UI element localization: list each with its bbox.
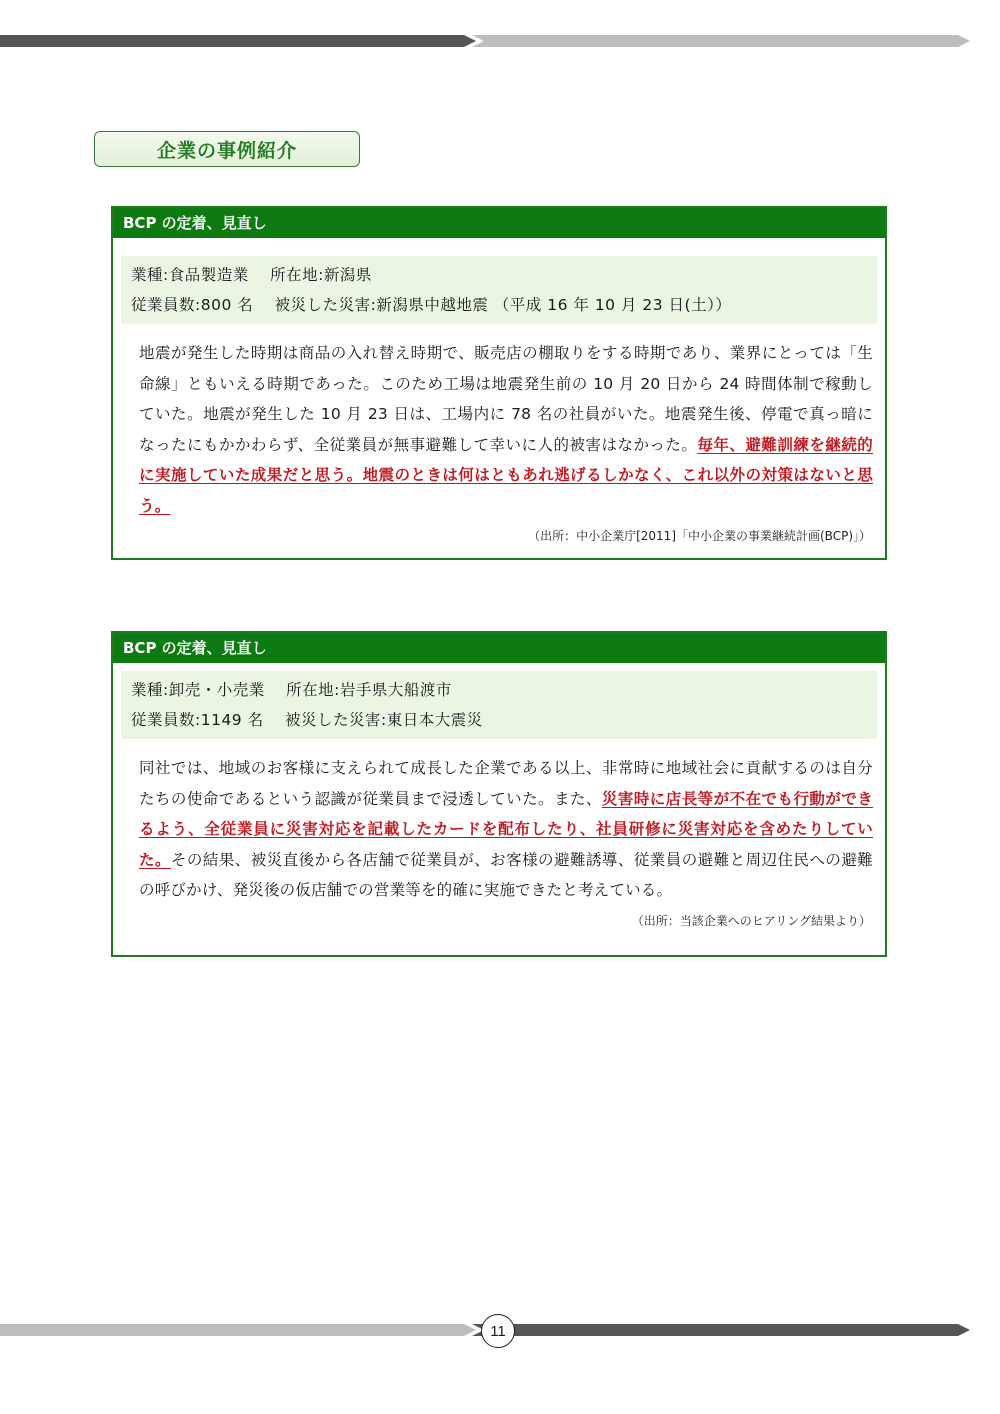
info-industry-location: 業種:卸売・小売業 所在地:岩手県大船渡市 bbox=[131, 681, 452, 699]
case-company-info bbox=[121, 256, 877, 324]
case-study-box-2 bbox=[111, 631, 887, 957]
section-heading: 企業の事例紹介 bbox=[94, 131, 360, 167]
info-employees-disaster: 従業員数:1149 名 被災した災害:東日本大震災 bbox=[131, 711, 483, 729]
case-body-text bbox=[139, 338, 873, 521]
case-body-text bbox=[139, 753, 873, 906]
info-industry-location: 業種:食品製造業 所在地:新潟県 bbox=[131, 266, 372, 284]
info-employees-disaster: 従業員数:800 名 被災した災害:新潟県中越地震 （平成 16 年 10 月 23 日(土）） bbox=[131, 296, 732, 314]
source-citation: （出所：当該企業へのヒアリング結果より） bbox=[631, 913, 871, 928]
emphasized-text: 災害時に店長等が不在でも行動ができるよう、全従業員に災害対応を記載したカードを配布したり、社員研修に災害対応を含めたりしていた。 bbox=[139, 789, 873, 869]
page-number: 11 bbox=[481, 1314, 515, 1348]
emphasized-text: 毎年、避難訓練を継続的に実施していた成果だと思う。地震のときは何はともあれ逃げるしかなく、これ以外の対策はないと思う。 bbox=[139, 435, 874, 515]
case-study-box-1 bbox=[111, 206, 887, 560]
case-header: BCP の定着、見直し bbox=[113, 208, 885, 238]
body-text: 地震が発生した時期は商品の入れ替え時期で、販売店の棚取りをする時期であり、業界にとっては「生命線」ともいえる時期であった。このため工場は地震発生前の 10 月 20 日から 24 時間体制で稼動していた。地震が発生した 10 月 23 日は、工場内に 78 名の社員がいた。地震発生後、停電で真っ暗になったにもかかわらず、全従業員が無事避難して幸いに人的被害はなかった。 bbox=[139, 344, 873, 454]
case-company-info bbox=[121, 671, 877, 739]
body-text: その結果、被災直後から各店舗で従業員が、お客様の避難誘導、従業員の避難と周辺住民への避難の呼びかけ、発災後の仮店舗での営業等を的確に実施できたと考えている。 bbox=[139, 850, 873, 899]
top-decorative-bar bbox=[0, 35, 975, 47]
body-text: 同社では、地域のお客様に支えられて成長した企業である以上、非常時に地域社会に貢献するのは自分たちの使命であるという認識が従業員まで浸透していた。また、 bbox=[139, 759, 873, 808]
case-header: BCP の定着、見直し bbox=[113, 633, 885, 663]
source-citation: （出所：中小企業庁[2011]「中小企業の事業継続計画(BCP)」） bbox=[528, 529, 871, 543]
